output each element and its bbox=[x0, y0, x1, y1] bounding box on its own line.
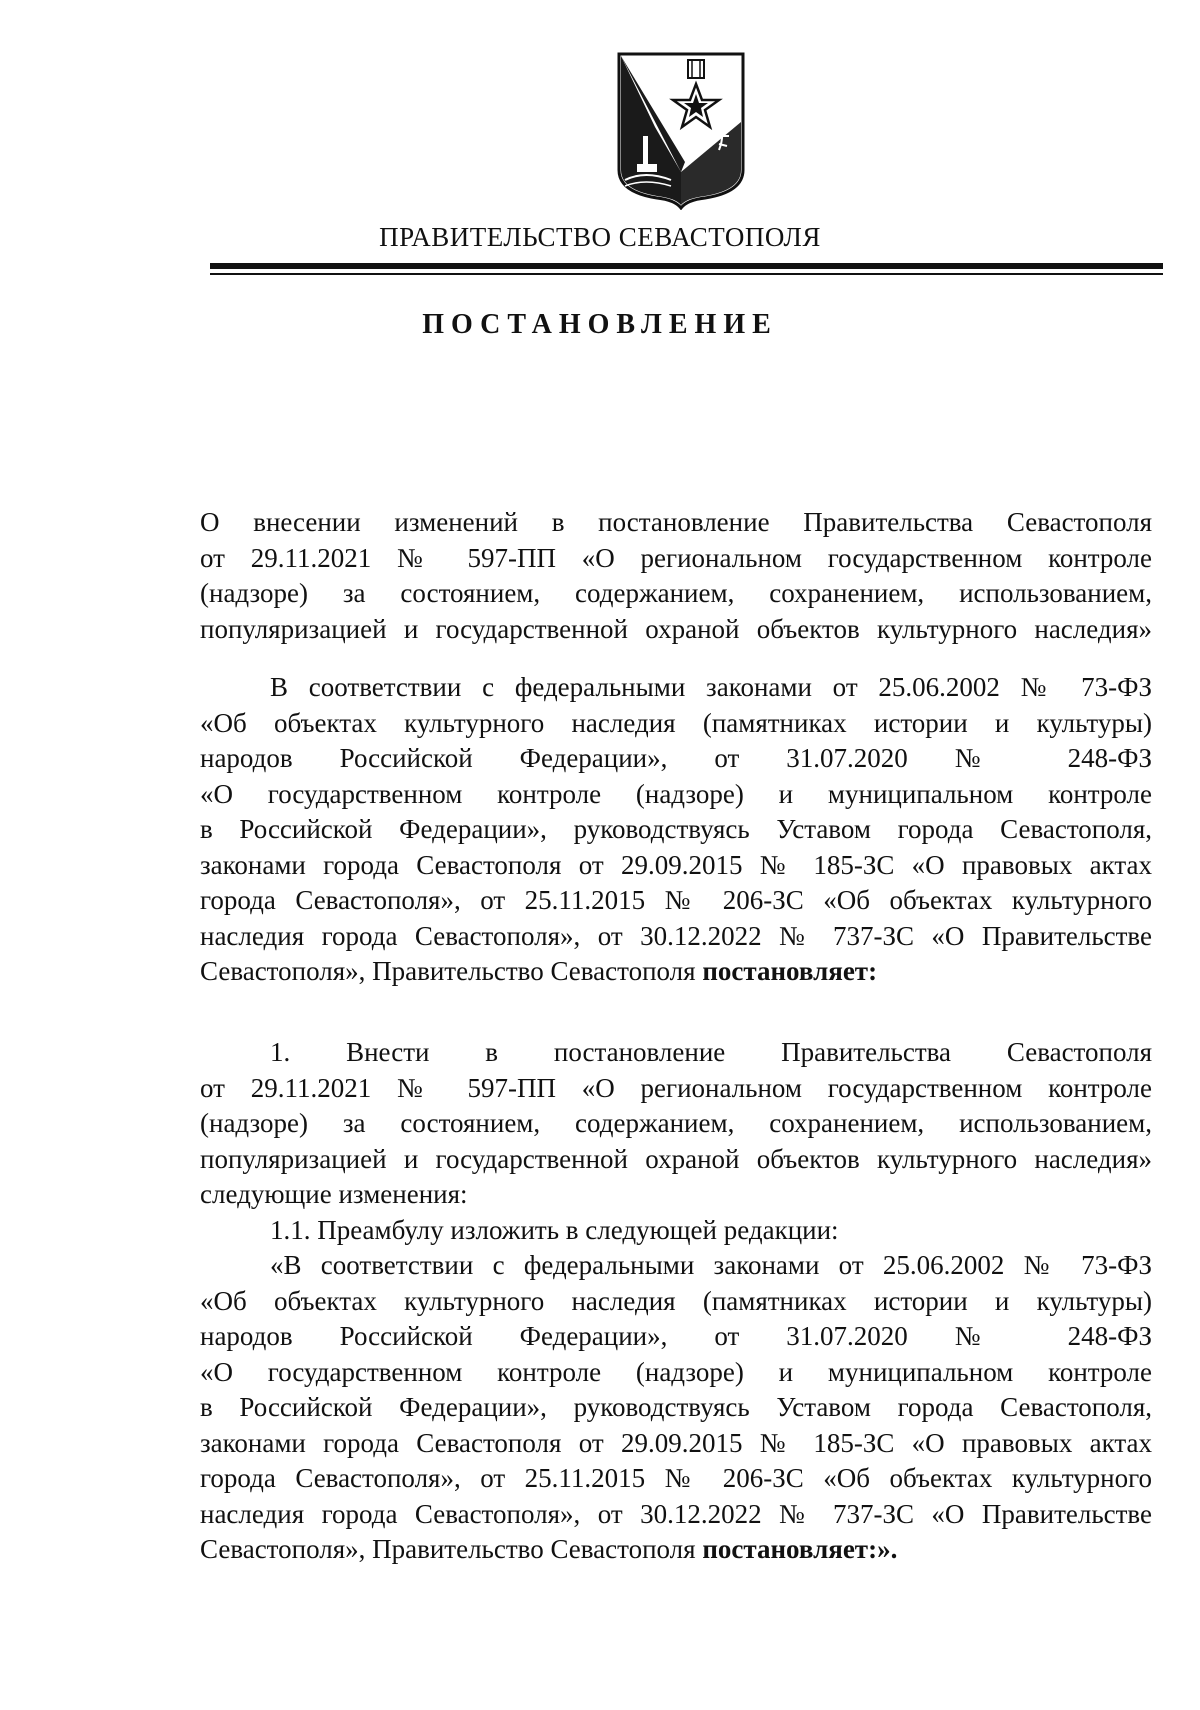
preamble-paragraph bbox=[200, 670, 1152, 990]
quoted-preamble-paragraph bbox=[200, 1248, 1152, 1568]
coat-of-arms-emblem bbox=[615, 52, 747, 210]
quote-resolves: постановляет:». bbox=[702, 1534, 898, 1564]
quote-line: города Севастополя», от 25.11.2015 № 206-ЗС «Об объектах культурного bbox=[200, 1463, 1152, 1493]
quote-line: законами города Севастополя от 29.09.2015 № 185-ЗС «О правовых актах bbox=[200, 1427, 1152, 1458]
item-1-line: популяризацией и государственной охраной объектов культурного наследия» bbox=[200, 1143, 1152, 1174]
government-name: ПРАВИТЕЛЬСТВО СЕВАСТОПОЛЯ bbox=[379, 222, 821, 252]
header-rule-thick bbox=[210, 263, 1163, 269]
preamble-line: наследия города Севастополя», от 30.12.2022 № 737-ЗС «О Правительстве bbox=[200, 920, 1152, 951]
item-1-line: (надзоре) за состоянием, содержанием, сохранением, использованием, bbox=[200, 1108, 1152, 1138]
preamble-line: «О государственном контроле (надзоре) и муниципальном контроле bbox=[200, 778, 1152, 809]
quote-last-line bbox=[200, 1532, 1152, 1568]
quote-line: народов Российской Федерации», от 31.07.2020 № 248-ФЗ bbox=[200, 1321, 1152, 1351]
quote-line: «В соответствии с федеральными законами от 25.06.2002 № 73-ФЗ bbox=[270, 1250, 1152, 1280]
item-1-last-line: следующие изменения: bbox=[200, 1179, 468, 1209]
preamble-line: «Об объектах культурного наследия (памятниках истории и культуры) bbox=[200, 707, 1152, 738]
preamble-line: в Российской Федерации», руководствуясь Уставом города Севастополя, bbox=[200, 814, 1152, 844]
item-1-paragraph bbox=[200, 1035, 1152, 1248]
title-line: популяризацией и государственной охраной объектов культурного наследия» bbox=[200, 613, 1152, 644]
item-1-1-line: 1.1. Преамбулу изложить в следующей редакции: bbox=[270, 1214, 839, 1245]
quote-line: «О государственном контроле (надзоре) и муниципальном контроле bbox=[200, 1356, 1152, 1387]
item-1-line: 1. Внести в постановление Правительства Севастополя bbox=[270, 1037, 1152, 1067]
title-line: О внесении изменений в постановление Правительства Севастополя bbox=[200, 507, 1152, 537]
title-line: от 29.11.2021 № 597-ПП «О региональном государственном контроле bbox=[200, 542, 1152, 573]
preamble-line: города Севастополя», от 25.11.2015 № 206-ЗС «Об объектах культурного bbox=[200, 885, 1152, 915]
header-rule-thin bbox=[210, 273, 1163, 275]
quote-line: наследия города Севастополя», от 30.12.2022 № 737-ЗС «О Правительстве bbox=[200, 1498, 1152, 1529]
preamble-last-text: Севастополя», Правительство Севастополя bbox=[200, 956, 703, 986]
quote-line: «Об объектах культурного наследия (памятниках истории и культуры) bbox=[200, 1285, 1152, 1316]
preamble-line: народов Российской Федерации», от 31.07.2020 № 248-ФЗ bbox=[200, 743, 1152, 773]
document-type-heading: ПОСТАНОВЛЕНИЕ bbox=[422, 309, 778, 340]
quote-line: в Российской Федерации», руководствуясь Уставом города Севастополя, bbox=[200, 1392, 1152, 1422]
preamble-line: В соответствии с федеральными законами от 25.06.2002 № 73-ФЗ bbox=[270, 672, 1152, 702]
document-title bbox=[200, 505, 1152, 647]
preamble-resolves: постановляет: bbox=[702, 956, 878, 986]
title-line: (надзоре) за состоянием, содержанием, сохранением, использованием, bbox=[200, 578, 1152, 608]
preamble-line: законами города Севастополя от 29.09.2015 № 185-ЗС «О правовых актах bbox=[200, 849, 1152, 880]
quote-last-text: Севастополя», Правительство Севастополя bbox=[200, 1534, 703, 1564]
item-1-line: от 29.11.2021 № 597-ПП «О региональном государственном контроле bbox=[200, 1072, 1152, 1103]
preamble-last-line bbox=[200, 954, 1152, 990]
